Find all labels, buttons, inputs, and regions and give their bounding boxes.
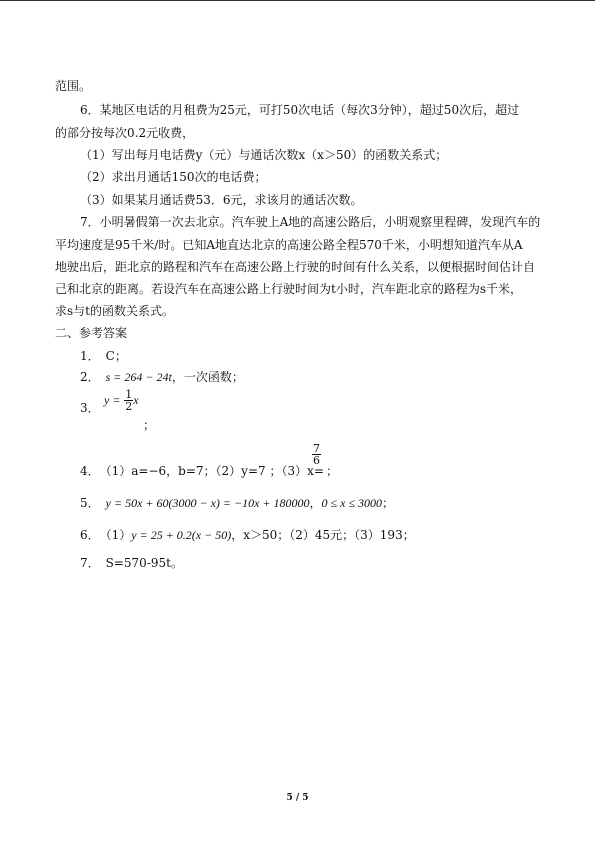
page-number: 5 / 5: [286, 793, 309, 803]
answer-1: [80, 349, 127, 364]
text-line: 求s与t的函数关系式。: [55, 304, 174, 318]
answer-text: ，一次函数；: [171, 370, 244, 384]
text-line: 地驶出后，距北京的路程和汽车在高速公路上行驶的时间有什么关系，以便根据时间估计自: [55, 260, 536, 274]
text-line: 的部分按每次0.2元收费，: [55, 126, 195, 140]
fraction-numerator: 7: [313, 442, 320, 455]
answer-number: 2．: [80, 370, 100, 384]
answer-number: 7．: [80, 556, 100, 570]
formula: y = 25 + 0.2(x − 50): [131, 528, 232, 542]
fraction-numerator: 1: [125, 388, 133, 401]
answer-text: （1）a=−6，b=7；（2）y=7 ；（3）x=: [105, 464, 324, 478]
answer-text: S=570-95t。: [105, 556, 183, 570]
text-line: 范围。: [55, 79, 92, 93]
answer-text: ；: [326, 464, 339, 478]
answer-4: [80, 464, 324, 479]
formula: s = 264 − 24t: [105, 370, 172, 384]
answer-5: [80, 496, 394, 511]
range-formula: 0 ≤ x ≤ 3000: [321, 496, 383, 510]
answer-number: 5．: [80, 496, 100, 510]
answer-number: 4．: [80, 464, 100, 478]
page-top-border: [0, 0, 595, 1]
question-6-part-2: （2）求出月通话150次的电话费；: [80, 170, 267, 184]
answer-7: [80, 556, 183, 571]
question-6-part-3: （3）如果某月通话费53．6元，求该月的通话次数。: [80, 193, 363, 207]
text-line: 平均速度是95千米/时。已知A地直达北京的高速公路全程570千米，小明想知道汽车从A: [55, 238, 523, 252]
answer-6: [80, 528, 415, 543]
answer-number: 3．: [80, 401, 100, 415]
fraction: [124, 389, 133, 412]
answer-text: ；: [382, 496, 395, 510]
answer-text: ；: [143, 418, 156, 432]
answer-text: ，x＞50；（2）45元；（3）193；: [231, 528, 415, 542]
formula-lhs: y =: [104, 393, 121, 407]
answer-text: （1）: [105, 528, 132, 542]
answer-3: [80, 401, 100, 416]
answer-text: ，: [309, 496, 322, 510]
answer-text: C；: [105, 349, 127, 363]
question-6-line: 6．某地区电话的月租费为25元，可打50次电话（每次3分钟），超过50次后，超过: [80, 103, 520, 117]
fraction: [312, 440, 321, 468]
fraction-denominator: 2: [125, 400, 133, 413]
fraction-denominator: 6: [313, 454, 320, 467]
text-line: 己和北京的距离。若设汽车在高速公路上行驶时间为t小时，汽车距北京的路程为s千米，: [55, 282, 522, 296]
answer-number: 1．: [80, 349, 100, 363]
answer-number: 6．: [80, 528, 100, 542]
section-title: 二、参考答案: [55, 326, 128, 340]
fraction: [312, 443, 321, 466]
formula: [104, 386, 139, 414]
answer-2: [80, 370, 244, 385]
question-6-part-1: （1）写出每月电话费y（元）与通话次数x（x＞50）的函数关系式；: [80, 148, 448, 162]
question-7-line: 7．小明暑假第一次去北京。汽车驶上A地的高速公路后，小明观察里程碑，发现汽车的: [80, 215, 541, 229]
formula: y = 50x + 60(3000 − x) = −10x + 180000: [105, 496, 310, 510]
formula-var: x: [133, 393, 139, 407]
